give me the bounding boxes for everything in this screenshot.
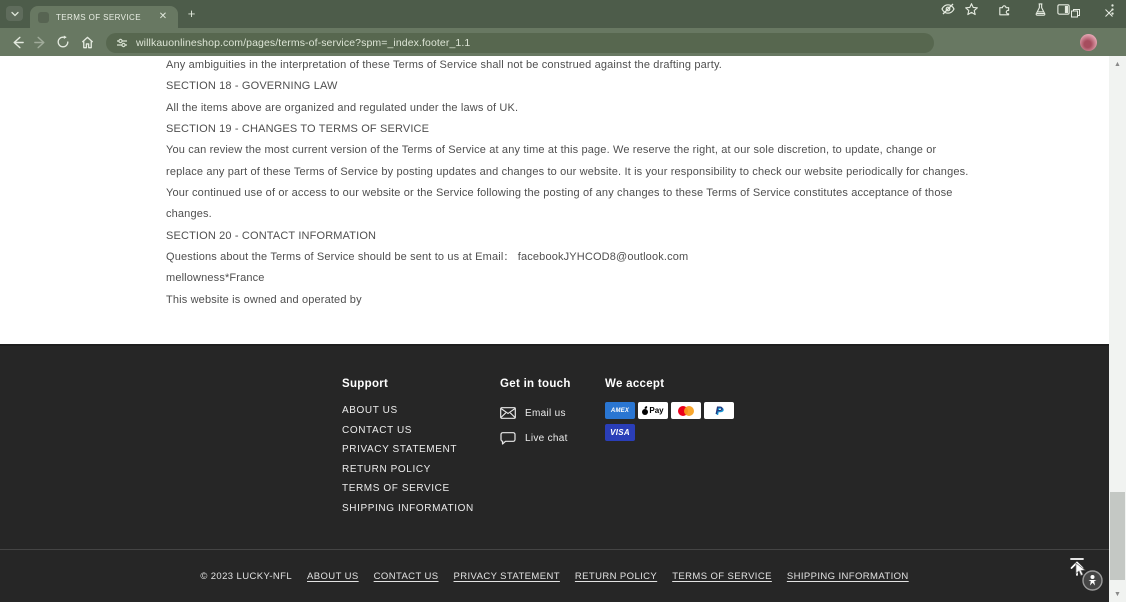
url-text: willkauonlineshop.com/pages/terms-of-service?spm=_index.footer_1.1 [136, 37, 471, 49]
browser-menu-button[interactable] [1103, 0, 1121, 18]
live-chat-link[interactable] [500, 431, 571, 445]
tab-title: TERMS OF SERVICE [56, 12, 141, 22]
chat-bubble-icon [500, 432, 516, 445]
bottom-link-terms-of-service[interactable]: TERMS OF SERVICE [672, 571, 772, 582]
mouse-cursor [1075, 562, 1087, 577]
terms-line: Any ambiguities in the interpretation of these Terms of Service shall not be construed against the drafting party. [166, 59, 722, 71]
home-button[interactable] [78, 33, 96, 51]
terms-line: All the items above are organized and regulated under the laws of UK. [166, 101, 519, 114]
footer-link-return-policy[interactable]: RETURN POLICY [342, 463, 431, 475]
footer-we-accept-column [605, 378, 734, 446]
paypal-icon: P [704, 402, 734, 419]
footer-get-in-touch-column [500, 378, 571, 445]
star-icon [964, 2, 979, 17]
bottom-link-return-policy[interactable]: RETURN POLICY [574, 571, 658, 582]
tab-close-icon[interactable]: ✕ [158, 11, 168, 22]
bottom-link-privacy-statement[interactable]: PRIVACY STATEMENT [453, 571, 560, 582]
terms-line: You can review the most current version of the Terms of Service at any time at this page. We reserve the right, at our sole discretion, to update, change or [166, 144, 937, 157]
footer-link-about-us[interactable]: ABOUT US [342, 405, 398, 416]
support-heading: Support [342, 378, 389, 390]
bottom-link-shipping-information[interactable]: SHIPPING INFORMATION [786, 571, 909, 582]
scrollbar-thumb[interactable] [1110, 492, 1125, 580]
live-chat-label: Live chat [525, 432, 568, 444]
reload-icon [56, 35, 70, 49]
home-icon [80, 35, 95, 50]
terms-line: This website is owned and operated by [166, 293, 362, 306]
bottom-link-about-us[interactable]: ABOUT US [307, 571, 359, 582]
visual-search-toggle[interactable] [939, 0, 957, 18]
site-settings-icon[interactable] [116, 37, 128, 49]
forward-arrow-icon [33, 35, 48, 50]
get-in-touch-heading: Get in touch [500, 378, 571, 390]
terms-line: Your continued use of or access to our website or the Service following the posting of any changes to these Terms of Service constitutes acceptance of those [166, 187, 953, 200]
back-button[interactable] [8, 33, 26, 51]
footer-link-terms-of-service[interactable]: TERMS OF SERVICE [342, 483, 450, 495]
scrollbar-up-button[interactable]: ▲ [1114, 60, 1121, 68]
forward-button[interactable] [31, 33, 49, 51]
envelope-icon [500, 407, 516, 419]
email-us-label: Email us [525, 407, 566, 419]
terms-line: replace any part of these Terms of Service by posting updates and changes to our website. It is your responsibility to check our website periodically for changes. [166, 165, 969, 178]
terms-line: mellowness*France [166, 272, 265, 285]
copyright-text: © 2023 LUCKY-NFL [200, 571, 293, 582]
terms-line: changes. [166, 208, 212, 221]
profile-avatar[interactable] [1080, 34, 1097, 51]
labs-beaker-icon [1033, 2, 1048, 17]
back-arrow-icon [10, 35, 25, 50]
tab-strip [0, 0, 1126, 28]
page-scrollbar[interactable] [1109, 56, 1126, 602]
eye-off-icon [940, 1, 956, 17]
mastercard-icon [671, 402, 701, 419]
terms-of-service-text [166, 55, 968, 311]
chevron-down-icon [10, 9, 20, 19]
side-panel-icon [1056, 2, 1071, 17]
apple-pay-icon: Pay [638, 402, 668, 419]
footer-support-column [342, 378, 474, 519]
chrome-labs-button[interactable] [1031, 0, 1049, 18]
bottom-link-contact-us[interactable]: CONTACT US [373, 571, 439, 582]
footer-link-shipping-information[interactable]: SHIPPING INFORMATION [342, 502, 474, 514]
kebab-menu-icon [1106, 3, 1119, 16]
email-us-link[interactable] [500, 406, 571, 420]
footer-link-privacy-statement[interactable]: PRIVACY STATEMENT [342, 444, 458, 456]
footer-bottom-bar [0, 549, 1109, 582]
section-18-heading: SECTION 18 - GOVERNING LAW [166, 80, 338, 93]
tab-terms-of-service[interactable] [30, 6, 178, 28]
reload-button[interactable] [54, 33, 72, 51]
scrollbar-down-button[interactable]: ▼ [1114, 590, 1121, 598]
page-viewport [0, 56, 1109, 602]
tab-search-button[interactable] [6, 6, 23, 21]
tab-favicon-icon [38, 12, 49, 23]
contact-email-line: Questions about the Terms of Service should be sent to us at Email： facebookJYHCOD8@outlook.com [166, 251, 689, 264]
new-tab-button[interactable]: + [187, 6, 196, 21]
section-19-heading: SECTION 19 - CHANGES TO TERMS OF SERVICE [166, 123, 430, 136]
site-footer [0, 344, 1109, 602]
we-accept-heading: We accept [605, 378, 665, 390]
amex-icon: AMEX [605, 402, 635, 419]
bookmark-button[interactable] [962, 0, 980, 18]
visa-icon: VISA [605, 424, 635, 441]
footer-link-contact-us[interactable]: CONTACT US [342, 424, 413, 436]
extensions-puzzle-icon [997, 2, 1012, 17]
extensions-button[interactable] [995, 0, 1013, 18]
section-20-heading: SECTION 20 - CONTACT INFORMATION [166, 229, 377, 242]
side-panel-button[interactable] [1054, 0, 1072, 18]
url-bar[interactable] [106, 33, 934, 53]
